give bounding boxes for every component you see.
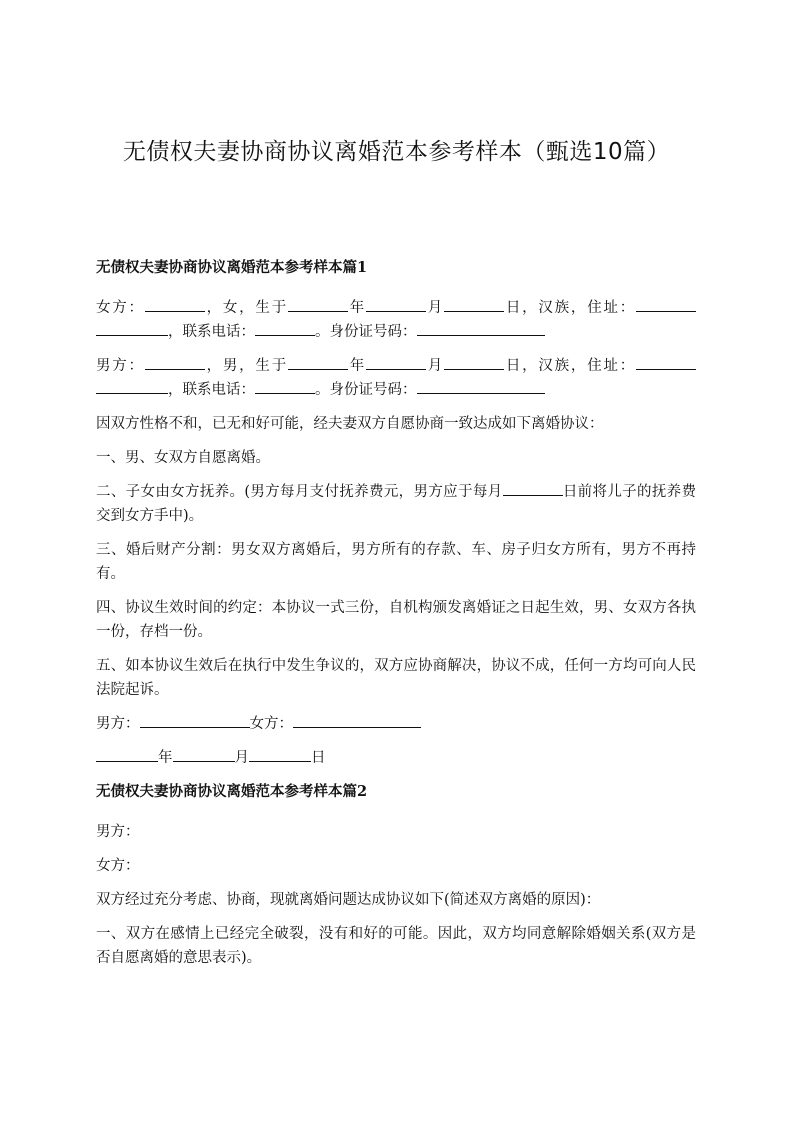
wife-id-blank[interactable] — [417, 321, 545, 336]
document-title: 无债权夫妻协商协议离婚范本参考样本（甄选10篇） — [122, 139, 671, 165]
husband-month-label: 月 — [426, 358, 445, 374]
husband-year-label: 年 — [347, 358, 367, 374]
wife-name-blank[interactable] — [145, 297, 205, 312]
signature-date-line — [96, 746, 696, 770]
husband-birth-year-blank[interactable] — [288, 355, 348, 370]
wife-birth-day-blank[interactable] — [444, 297, 504, 312]
sign-month-label: 月 — [234, 750, 249, 766]
item-4-paragraph: 四、协议生效时间的约定：本协议一式三份，自机构颁发离婚证之日起生效，男、女双方各执一份，存档一份。 — [96, 600, 696, 640]
sign-month-blank[interactable] — [173, 747, 235, 762]
item-3-paragraph: 三、婚后财产分割：男女双方离婚后，男方所有的存款、车、房子归女方所有，男方不再持有。 — [96, 542, 696, 582]
item-1-paragraph: 一、男、女双方自愿离婚。 — [96, 450, 270, 466]
section-2-husband-line: 男方： — [96, 824, 140, 840]
husband-label: 男方： — [96, 358, 145, 374]
husband-name-blank[interactable] — [145, 355, 205, 370]
wife-year-label: 年 — [347, 300, 367, 316]
item-2-text-a: 二、子女由女方抚养。(男方每月支付抚养费元，男方应于每月 — [96, 484, 503, 500]
wife-birth-month-blank[interactable] — [366, 297, 426, 312]
section-2-heading: 无债权夫妻协商协议离婚范本参考样本篇2 — [96, 783, 368, 800]
wife-month-label: 月 — [426, 300, 445, 316]
document-body — [96, 256, 696, 980]
wife-address-blank[interactable] — [636, 297, 696, 312]
husband-sex-text: ，男，生于 — [204, 358, 288, 374]
section-1-heading: 无债权夫妻协商协议离婚范本参考样本篇1 — [96, 259, 368, 276]
wife-birth-year-blank[interactable] — [288, 297, 348, 312]
wife-info-paragraph — [96, 296, 696, 344]
husband-phone-label: ，联系电话： — [168, 382, 255, 398]
husband-id-label: 。身份证号码： — [315, 382, 417, 398]
husband-info-paragraph — [96, 354, 696, 402]
item-5-paragraph: 五、如本协议生效后在执行中发生争议的，双方应协商解决，协议不成，任何一方均可向人民法院起诉。 — [96, 658, 696, 698]
wife-phone-label: ，联系电话： — [168, 324, 255, 340]
item-2-paragraph — [96, 480, 696, 528]
wife-id-label: 。身份证号码： — [315, 324, 417, 340]
section-2-wife-line: 女方： — [96, 858, 140, 874]
husband-address-blank-2[interactable] — [96, 379, 168, 394]
item-2-text-b: 日前将儿子的抚养费交到女方手中)。 — [96, 484, 697, 524]
wife-address-blank-2[interactable] — [96, 321, 168, 336]
sign-year-blank[interactable] — [96, 747, 158, 762]
wife-sex-text: ，女，生于 — [204, 300, 288, 316]
sign-wife-blank[interactable] — [293, 713, 421, 728]
section-2-intro-paragraph: 双方经过充分考虑、协商，现就离婚问题达成协议如下(简述双方离婚的原因)： — [96, 892, 601, 908]
intro-paragraph: 因双方性格不和，已无和好可能，经夫妻双方自愿协商一致达成如下离婚协议： — [96, 416, 604, 432]
husband-birth-day-blank[interactable] — [444, 355, 504, 370]
sign-day-label: 日 — [311, 750, 326, 766]
sign-wife-label: 女方： — [249, 716, 293, 732]
husband-birth-month-blank[interactable] — [366, 355, 426, 370]
husband-id-blank[interactable] — [417, 379, 545, 394]
section-2-item-1-paragraph: 一、双方在感情上已经完全破裂，没有和好的可能。因此，双方均同意解除婚姻关系(双方是否自愿离婚的意思表示)。 — [96, 926, 696, 966]
sign-day-blank[interactable] — [249, 747, 311, 762]
husband-address-blank[interactable] — [636, 355, 696, 370]
wife-phone-blank[interactable] — [255, 321, 315, 336]
wife-label: 女方： — [96, 300, 145, 316]
sign-husband-label: 男方： — [96, 716, 140, 732]
wife-ethnic-address-text: 日，汉族，住址： — [504, 300, 637, 316]
signature-line — [96, 712, 696, 736]
sign-husband-blank[interactable] — [140, 713, 250, 728]
sign-year-label: 年 — [158, 750, 173, 766]
husband-ethnic-address-text: 日，汉族，住址： — [504, 358, 637, 374]
support-day-blank[interactable] — [503, 481, 563, 496]
husband-phone-blank[interactable] — [255, 379, 315, 394]
